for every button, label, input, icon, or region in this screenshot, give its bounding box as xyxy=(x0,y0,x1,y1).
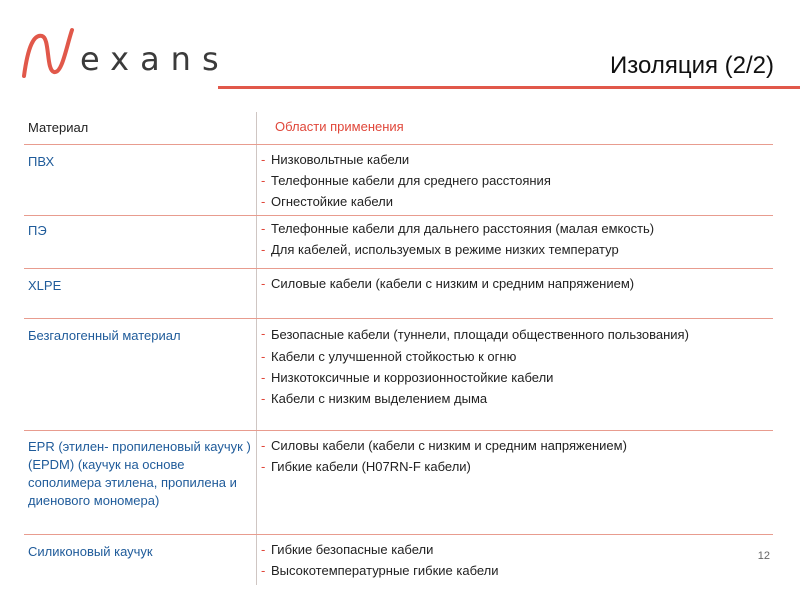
application-item: - Гибкие безопасные кабели xyxy=(261,539,773,560)
application-item: - Низковольтные кабели xyxy=(261,149,773,170)
column-divider xyxy=(256,145,257,215)
application-item: - Кабели с низким выделением дыма xyxy=(261,388,773,409)
nexans-logo xyxy=(20,26,230,80)
logo-wordmark: exans xyxy=(80,40,230,78)
table-row xyxy=(24,535,773,585)
application-item: - Низкотоксичные и коррозионностойкие кабели xyxy=(261,367,773,388)
material-cell: Силиконовый каучук xyxy=(28,544,153,559)
applications-cell xyxy=(261,273,773,294)
column-divider xyxy=(256,319,257,430)
material-cell: ПЭ xyxy=(28,223,47,238)
column-header-applications: Области применения xyxy=(275,119,404,134)
nexans-n-mark-icon xyxy=(20,26,80,80)
material-cell: Безгалогенный материал xyxy=(28,328,181,343)
application-item: - Телефонные кабели для дальнего расстояния (малая емкость) xyxy=(261,218,773,239)
column-divider xyxy=(256,216,257,268)
insulation-table xyxy=(24,112,773,585)
application-item: - Безопасные кабели (туннели, площади общественного пользования) xyxy=(261,325,773,346)
application-item: - Огнестойкие кабели xyxy=(261,191,773,212)
column-divider xyxy=(256,269,257,318)
slide-title: Изоляция (2/2) xyxy=(610,52,774,79)
page-number: 12 xyxy=(757,550,770,562)
application-item: - Гибкие кабели (H07RN-F кабели) xyxy=(261,456,773,477)
applications-cell xyxy=(261,218,773,260)
applications-cell xyxy=(261,539,773,581)
table-header-row xyxy=(24,112,773,145)
application-item: - Кабели с улучшенной стойкостью к огню xyxy=(261,346,773,367)
application-item: - Силовы кабели (кабели с низким и средним напряжением) xyxy=(261,435,773,456)
table-row xyxy=(24,145,773,216)
table-row xyxy=(24,216,773,269)
applications-cell xyxy=(261,325,773,409)
application-item: - Для кабелей, используемых в режиме низких температур xyxy=(261,239,773,260)
table-row xyxy=(24,269,773,319)
material-cell: EPR (этилен- пропиленовый каучук ) (EPDM) (каучук на основе сополимера этилена, пропилена и диенового мономера) xyxy=(28,439,251,508)
material-cell: XLPE xyxy=(28,278,62,293)
table-row xyxy=(24,319,773,431)
applications-cell xyxy=(261,435,773,477)
application-item: - Высокотемпературные гибкие кабели xyxy=(261,560,773,581)
applications-cell xyxy=(261,149,773,212)
column-header-material: Материал xyxy=(28,120,89,135)
column-divider xyxy=(256,431,257,534)
column-divider xyxy=(256,535,257,585)
application-item: - Телефонные кабели для среднего расстояния xyxy=(261,170,773,191)
application-item: - Силовые кабели (кабели с низким и средним напряжением) xyxy=(261,273,773,294)
column-divider xyxy=(256,112,257,144)
title-divider xyxy=(218,86,800,89)
table-row xyxy=(24,431,773,535)
material-cell: ПВХ xyxy=(28,154,55,169)
